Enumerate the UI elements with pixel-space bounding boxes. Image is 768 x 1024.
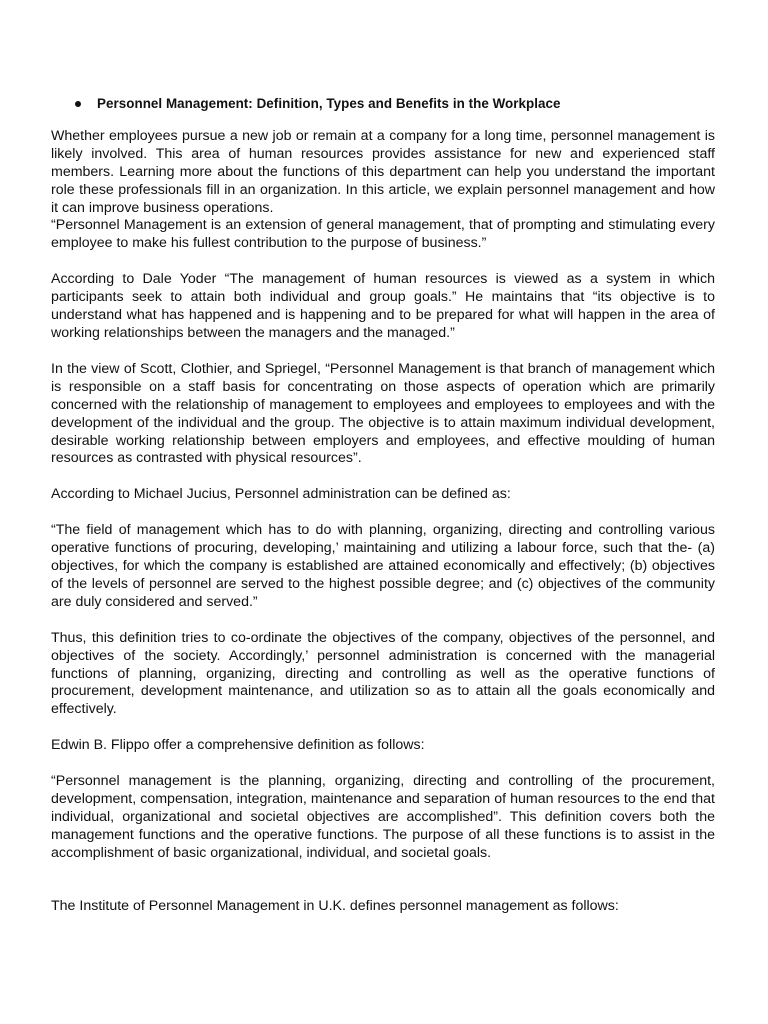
paragraph-michael-jucius-quote: “The field of management which has to do with planning, organizing, directing and controlling various operative functions of procuring, developing,’ maintaining and utilizing a labour force, such that the- (a) objectives, for which the company is established are attained economically and effectively; (b) objectives of the levels of personnel are served to the highest possible degree; and (c) objectives of the community are duly considered and served.”: [51, 522, 715, 610]
paragraph-dale-yoder: According to Dale Yoder “The management of human resources is viewed as a system in which participants seek to attain both individual and group goals.” He maintains that “its objective is to understand what has happened and is happening and to be prepared for what will happen in the area of working relationships between the managers and the managed.”: [51, 271, 715, 341]
paragraph-michael-jucius-intro: According to Michael Jucius, Personnel administration can be defined as:: [51, 486, 511, 503]
paragraph-ipm-uk: The Institute of Personnel Management in U.K. defines personnel management as follows:: [51, 897, 619, 914]
paragraph-flippo-intro: Edwin B. Flippo offer a comprehensive definition as follows:: [51, 737, 425, 754]
document-heading: Personnel Management: Definition, Types and Benefits in the Workplace: [97, 96, 561, 111]
paragraph-scott-clothier-spriegel: In the view of Scott, Clothier, and Spriegel, “Personnel Management is that branch of management which is responsible on a staff basis for concentrating on those aspects of operation which are primarily concerned with the relationship of management to employees and employees to employees and with the development of the individual and the group. The objective is to attain maximum individual development, desirable working relationship between employers and employees, and effective moulding of human resources as contrasted with physical resources”.: [51, 360, 715, 467]
paragraph-intro: Whether employees pursue a new job or remain at a company for a long time, personnel management is likely involved. This area of human resources provides assistance for new and experienced staff members. Learning more about the functions of this department can help you understand the important role these professionals fill in an organization. In this article, we explain personnel management and how it can improve business operations.: [51, 127, 715, 216]
heading-list-item: [51, 95, 715, 113]
paragraph-definition-quote: “Personnel Management is an extension of general management, that of prompting and stimulating every employee to make his fullest contribution to the purpose of business.”: [51, 217, 715, 252]
paragraph-coordination: Thus, this definition tries to co-ordinate the objectives of the company, objectives of the personnel, and objectives of the society. Accordingly,’ personnel administration is concerned with the managerial functions of planning, organizing, directing and controlling as well as the operative functions of procurement, development maintenance, and utilization so as to attain all the goals economically and effectively.: [51, 629, 715, 718]
bullet-icon: [75, 101, 81, 107]
paragraph-flippo-quote: “Personnel management is the planning, organizing, directing and controlling of the procurement, development, compensation, integration, maintenance and separation of human resources to the end that individual, organizational and societal objectives are accomplished”. This definition covers both the management functions and the operative functions. The purpose of all these functions is to assist in the accomplishment of basic organizational, individual, and societal goals.: [51, 773, 715, 861]
document-page: [51, 95, 715, 916]
